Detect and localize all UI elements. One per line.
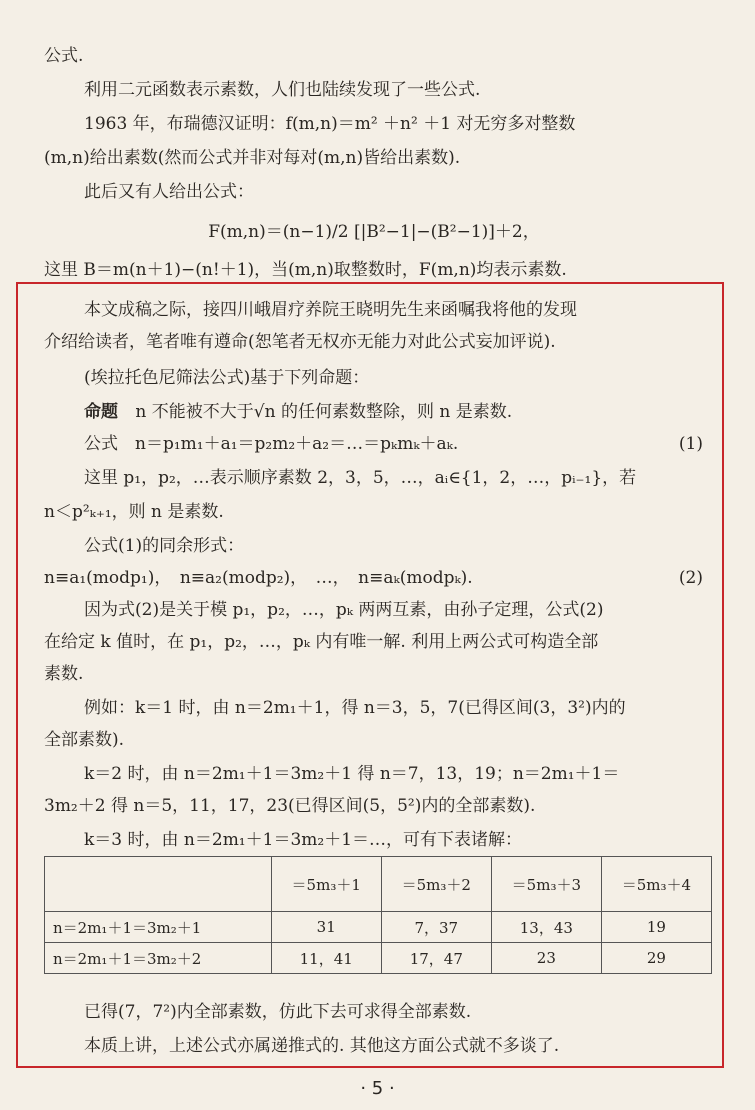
proposition xyxy=(84,400,744,424)
table-cell: n＝2m₁＋1＝3m₂＋1 xyxy=(45,912,272,943)
table-header-cell: ＝5m₃＋2 xyxy=(381,857,491,912)
table-cell: 17，47 xyxy=(381,943,491,974)
text-line: 3m₂＋2 得 n＝5，11，17，23(已得区间(5，5²)内的全部素数). xyxy=(44,796,536,816)
text-line: 这里 B＝m(n＋1)−(n!＋1)，当(m,n)取整数时，F(m,n)均表示素数. xyxy=(44,260,567,280)
text-line: (埃拉托色尼筛法公式)基于下列命题： xyxy=(84,368,370,388)
table-cell: 23 xyxy=(491,943,601,974)
text-line: 在给定 k 值时，在 p₁，p₂，…，pₖ 内有唯一解. 利用上两公式可构造全部 xyxy=(44,632,599,652)
table-cell: n＝2m₁＋1＝3m₂＋2 xyxy=(45,943,272,974)
text-line: 此后又有人给出公式： xyxy=(84,182,254,202)
text-line: 介绍给读者，笔者唯有遵命(恕笔者无权亦无能力对此公式妄加评说). xyxy=(44,332,556,352)
text-line: 这里 p₁，p₂，…表示顺序素数 2，3，5，…，aᵢ∈{1，2，…，pᵢ₋₁}，若 xyxy=(84,468,637,488)
table-header-cell: ＝5m₃＋4 xyxy=(601,857,711,912)
table-row xyxy=(45,912,712,943)
formula-2: n≡a₁(modp₁)， n≡a₂(modp₂)， …， n≡aₖ(modpₖ). xyxy=(44,568,473,588)
equation-number: (1) xyxy=(678,434,703,454)
text-line: (m,n)给出素数(然而公式并非对每对(m,n)皆给出素数). xyxy=(44,148,461,168)
proposition-text: n 不能被不大于√n 的任何素数整除，则 n 是素数. xyxy=(135,402,513,422)
table-cell: 13，43 xyxy=(491,912,601,943)
text-line: 本质上讲，上述公式亦属递推式的. 其他这方面公式就不多谈了. xyxy=(84,1036,560,1056)
table-cell: 7，37 xyxy=(381,912,491,943)
text-line: 本文成稿之际，接四川峨眉疗养院王晓明先生来函嘱我将他的发现 xyxy=(84,300,577,320)
table-cell: 19 xyxy=(601,912,711,943)
table-header-cell: ＝5m₃＋1 xyxy=(271,857,381,912)
table-header-cell xyxy=(45,857,272,912)
text-line: 公式(1)的同余形式： xyxy=(84,536,245,556)
text-line: 1963 年，布瑞德汉证明：f(m,n)＝m² ＋n² ＋1 对无穷多对整数 xyxy=(84,114,576,134)
page-number: · 5 · xyxy=(360,1078,395,1099)
text-line: k＝2 时，由 n＝2m₁＋1＝3m₂＋1 得 n＝7，13，19；n＝2m₁＋1＝ xyxy=(84,764,620,784)
formula-F: F(m,n)＝(n−1)/2 [|B²−1|−(B²−1)]＋2， xyxy=(208,222,540,242)
text-line: 例如：k＝1 时，由 n＝2m₁＋1，得 n＝3，5，7(已得区间(3，3²)内的 xyxy=(84,698,626,718)
table-cell: 11，41 xyxy=(271,943,381,974)
proposition-label: 命题 xyxy=(84,402,118,422)
equation-number: (2) xyxy=(678,568,703,588)
table-header-cell: ＝5m₃＋3 xyxy=(491,857,601,912)
text-line: 素数. xyxy=(44,664,84,684)
table-row xyxy=(45,943,712,974)
formula-1: 公式 n＝p₁m₁＋a₁＝p₂m₂＋a₂＝…＝pₖmₖ＋aₖ. xyxy=(84,434,459,454)
text-line: 利用二元函数表示素数，人们也陆续发现了一些公式. xyxy=(84,80,481,100)
text-line: k＝3 时，由 n＝2m₁＋1＝3m₂＋1＝…，可有下表诸解： xyxy=(84,830,523,850)
table-cell: 31 xyxy=(271,912,381,943)
table-cell: 29 xyxy=(601,943,711,974)
text-line: n＜p²ₖ₊₁，则 n 是素数. xyxy=(44,502,224,522)
text-line: 已得(7，7²)内全部素数，仿此下去可求得全部素数. xyxy=(84,1002,472,1022)
text-line: 全部素数). xyxy=(44,730,125,750)
solutions-table xyxy=(44,856,712,974)
text-line: 因为式(2)是关于模 p₁，p₂，…，pₖ 两两互素，由孙子定理，公式(2) xyxy=(84,600,604,620)
text-line: 公式. xyxy=(44,46,84,66)
table-header-row xyxy=(45,857,712,912)
